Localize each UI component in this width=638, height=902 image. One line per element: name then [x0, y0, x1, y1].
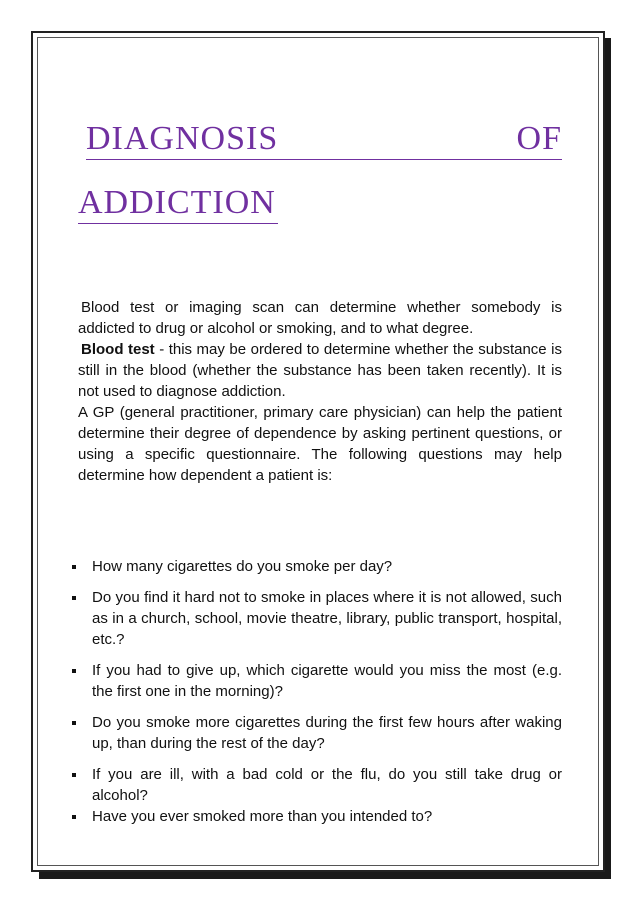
- question-text: If you had to give up, which cigarette would you miss the most (e.g. the first one in the morning)?: [92, 662, 562, 700]
- page-title-line-2: [78, 183, 278, 224]
- page-title-line-1: [86, 119, 562, 160]
- bullet-icon: [72, 669, 76, 673]
- bullet-icon: [72, 773, 76, 777]
- body-text: [78, 297, 562, 486]
- list-item: [72, 660, 562, 702]
- blood-test-text: - this may be ordered to determine whether the substance is still in the blood (whether the substance has been taken recently). It is not used to diagnose addiction.: [78, 341, 562, 400]
- list-item: [72, 587, 562, 650]
- paragraph-intro: Blood test or imaging scan can determine whether somebody is addicted to drug or alcohol or smoking, and to what degree.: [78, 299, 562, 337]
- list-item: [72, 556, 562, 577]
- blood-test-heading: Blood test: [81, 341, 155, 358]
- question-text: Do you smoke more cigarettes during the first few hours after waking up, than during the rest of the day?: [92, 714, 562, 752]
- list-item: [72, 712, 562, 754]
- question-text: If you are ill, with a bad cold or the flu, do you still take drug or alcohol?: [92, 766, 562, 804]
- bullet-icon: [72, 721, 76, 725]
- question-text: Have you ever smoked more than you intended to?: [92, 808, 433, 825]
- title-word-of: OF: [516, 120, 562, 157]
- bullet-icon: [72, 596, 76, 600]
- question-text: How many cigarettes do you smoke per day?: [92, 558, 393, 575]
- bullet-icon: [72, 565, 76, 569]
- title-word-diagnosis: DIAGNOSIS: [86, 120, 279, 157]
- bullet-icon: [72, 815, 76, 819]
- paragraph-blood-test: [78, 339, 562, 402]
- title-word-addiction: ADDICTION: [78, 184, 276, 221]
- list-item: [72, 806, 562, 827]
- question-text: Do you find it hard not to smoke in places where it is not allowed, such as in a church, school, movie theatre, library, public transport, hospital, etc.?: [92, 589, 562, 648]
- list-item: [72, 764, 562, 806]
- paragraph-gp: A GP (general practitioner, primary care physician) can help the patient determine their degree of dependence by asking pertinent questions, or using a specific questionnaire. The following questions may help determine how dependent a patient is:: [78, 404, 562, 484]
- question-list: [72, 556, 562, 827]
